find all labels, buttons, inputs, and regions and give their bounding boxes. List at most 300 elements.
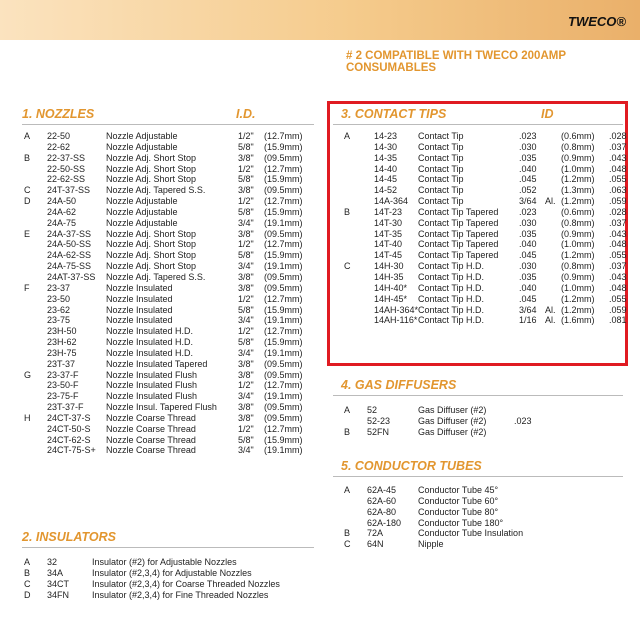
- size-mm: (19.1mm): [264, 347, 303, 358]
- size-inches: 3/4": [238, 445, 254, 456]
- size-inches: 3/8": [238, 358, 254, 369]
- part-description: Insulator (#2,3,4) for Adjustable Nozzles: [92, 567, 252, 578]
- part-description: Nozzle Insulated: [106, 315, 173, 326]
- size-inches: 1/2": [238, 326, 254, 337]
- wire-size: .030: [519, 141, 537, 152]
- material-note: Al.: [545, 315, 556, 326]
- part-description: Gas Diffuser (#2): [418, 426, 487, 437]
- part-number: 14H-30: [374, 261, 404, 272]
- table-row: [344, 496, 626, 507]
- part-description: Nozzle Insulated Flush: [106, 391, 198, 402]
- part-number: 23-75-F: [47, 391, 79, 402]
- inner-diameter: .055: [609, 293, 627, 304]
- table-row: [344, 185, 626, 196]
- part-number: 24A-37-SS: [47, 228, 92, 239]
- insulators-table: [24, 557, 324, 600]
- size-mm: (15.9mm): [264, 337, 303, 348]
- part-description: Nozzle Adj. Short Stop: [106, 261, 197, 272]
- table-row: [24, 283, 324, 294]
- part-number: 62A-80: [367, 506, 397, 517]
- size-mm: (09.5mm): [264, 228, 303, 239]
- part-number: 24A-50-SS: [47, 239, 92, 250]
- size-inches: 1/2": [238, 239, 254, 250]
- part-number: 14A-364: [374, 196, 409, 207]
- part-number: 22-50-SS: [47, 163, 86, 174]
- table-row: [24, 359, 324, 370]
- size-mm: (19.1mm): [264, 217, 303, 228]
- group-letter: A: [344, 131, 351, 141]
- table-row: [24, 261, 324, 272]
- table-row: [344, 261, 626, 272]
- group-letter: H: [24, 412, 31, 423]
- table-row: [24, 174, 324, 185]
- part-description: Conductor Tube 180°: [418, 517, 504, 528]
- size-inches: 5/8": [238, 141, 254, 152]
- part-number: 64N: [367, 539, 384, 550]
- table-row: [24, 142, 324, 153]
- group-letter: A: [344, 485, 351, 495]
- size-mm: (12.7mm): [264, 293, 303, 304]
- table-row: [24, 337, 324, 348]
- part-description: Nozzle Insulated Flush: [106, 369, 198, 380]
- size-mm: (09.5mm): [264, 412, 303, 423]
- size-inches: 3/4": [238, 261, 254, 272]
- conductor-tubes-divider: [333, 476, 623, 477]
- part-number: 14T-35: [374, 228, 403, 239]
- part-number: 14AH-116*: [374, 315, 418, 326]
- group-letter: B: [344, 528, 351, 539]
- group-letter: B: [24, 567, 31, 578]
- size-inches: 3/8": [238, 402, 254, 413]
- table-row: [344, 239, 626, 250]
- wire-size: .023: [519, 206, 537, 217]
- table-row: [24, 229, 324, 240]
- part-description: Nozzle Coarse Thread: [106, 445, 196, 456]
- size-mm: (12.7mm): [264, 163, 303, 174]
- group-letter: D: [24, 589, 31, 600]
- part-number: 14-40: [374, 163, 398, 174]
- table-row: [344, 131, 626, 142]
- size-inches: 1/2": [238, 163, 254, 174]
- wire-size: .030: [519, 261, 537, 272]
- size-mm: (09.5mm): [264, 152, 303, 163]
- size-inches: 3/4": [238, 217, 254, 228]
- size-mm: (09.5mm): [264, 402, 303, 413]
- size-inches: 5/8": [238, 304, 254, 315]
- table-row: [344, 174, 626, 185]
- part-description: Contact Tip H.D.: [418, 293, 485, 304]
- table-row: [24, 185, 324, 196]
- part-description: Nozzle Coarse Thread: [106, 412, 196, 423]
- part-description: Nozzle Adj. Short Stop: [106, 239, 197, 250]
- table-row: [344, 507, 626, 518]
- size-inches: 3/8": [238, 152, 254, 163]
- size-mm: (1.2mm): [561, 250, 595, 261]
- part-number: 34A: [47, 567, 64, 578]
- size-mm: (0.9mm): [561, 271, 595, 282]
- gas-diffusers-title: 4. GAS DIFFUSERS: [341, 378, 457, 392]
- part-number: 14H-35: [374, 271, 404, 282]
- table-row: [344, 416, 626, 427]
- size-inches: 1/2": [238, 196, 254, 207]
- table-row: [344, 207, 626, 218]
- part-description: Conductor Tube Insulation: [418, 528, 524, 539]
- part-number: 14T-40: [374, 239, 403, 250]
- table-row: [24, 294, 324, 305]
- part-number: 14-52: [374, 185, 398, 196]
- inner-diameter: .081: [609, 315, 627, 326]
- part-description: Contact Tip Tapered: [418, 228, 499, 239]
- part-description: Contact Tip: [418, 141, 464, 152]
- table-row: [24, 590, 324, 601]
- size-inches: 5/8": [238, 434, 254, 445]
- part-number: 24CT-62-S: [47, 434, 91, 445]
- part-description: Contact Tip: [418, 163, 464, 174]
- inner-diameter: .043: [609, 271, 627, 282]
- brand-logo: TWECO®: [568, 14, 626, 29]
- nozzles-id-header: I.D.: [236, 107, 256, 121]
- size-mm: (09.5mm): [264, 369, 303, 380]
- inner-diameter: .043: [609, 152, 627, 163]
- part-number: 23-50-F: [47, 380, 79, 391]
- part-description: Nipple: [418, 539, 444, 550]
- table-row: [344, 218, 626, 229]
- table-row: [344, 196, 626, 207]
- group-letter: A: [24, 557, 31, 567]
- part-number: 24CT-37-S: [47, 412, 91, 423]
- part-description: Contact Tip H.D.: [418, 315, 485, 326]
- size-mm: (09.5mm): [264, 271, 303, 282]
- part-number: 24T-37-SS: [47, 185, 91, 196]
- wire-size: .040: [519, 239, 537, 250]
- part-description: Nozzle Insul. Tapered Flush: [106, 402, 217, 413]
- contact-tips-id-header: ID: [541, 107, 554, 121]
- table-row: [344, 229, 626, 240]
- inner-diameter: .048: [609, 239, 627, 250]
- group-letter: D: [24, 196, 31, 207]
- table-row: [24, 153, 324, 164]
- part-description: Nozzle Adj. Short Stop: [106, 163, 197, 174]
- part-number: 23-75: [47, 315, 71, 326]
- wire-size: .040: [519, 282, 537, 293]
- part-number: 14-30: [374, 141, 398, 152]
- gas-diffusers-table: [344, 405, 626, 438]
- part-number: 14T-23: [374, 206, 403, 217]
- wire-size: .035: [519, 152, 537, 163]
- part-description: Nozzle Adjustable: [106, 131, 178, 141]
- size-mm: (1.0mm): [561, 239, 595, 250]
- size-inches: 1/2": [238, 380, 254, 391]
- table-row: [344, 283, 626, 294]
- part-description: Gas Diffuser (#2): [418, 415, 487, 426]
- part-description: Contact Tip Tapered: [418, 206, 499, 217]
- part-number: 23H-75: [47, 347, 77, 358]
- part-description: Contact Tip: [418, 196, 464, 207]
- group-letter: C: [344, 261, 351, 272]
- table-row: [344, 305, 626, 316]
- part-number: 22-50: [47, 131, 71, 141]
- gas-diffusers-divider: [333, 395, 623, 396]
- part-description: Nozzle Coarse Thread: [106, 434, 196, 445]
- size-inches: 3/8": [238, 228, 254, 239]
- part-number: 14T-45: [374, 250, 403, 261]
- size-inches: 1/2": [238, 293, 254, 304]
- table-row: [344, 250, 626, 261]
- part-description: Nozzle Adj. Short Stop: [106, 152, 197, 163]
- part-description: Contact Tip H.D.: [418, 304, 485, 315]
- wire-size: .023: [519, 131, 537, 141]
- part-number: 14-45: [374, 174, 398, 185]
- part-number: 52FN: [367, 426, 390, 437]
- part-description: Nozzle Insulated H.D.: [106, 347, 194, 358]
- part-description: Nozzle Coarse Thread: [106, 423, 196, 434]
- size-mm: (19.1mm): [264, 315, 303, 326]
- part-description: Nozzle Insulated Flush: [106, 380, 198, 391]
- part-number: 14-23: [374, 131, 398, 141]
- part-description: Conductor Tube 80°: [418, 506, 499, 517]
- table-row: [24, 370, 324, 381]
- inner-diameter: .037: [609, 217, 627, 228]
- size-mm: (1.2mm): [561, 304, 595, 315]
- part-description: Contact Tip Tapered: [418, 250, 499, 261]
- table-row: [344, 294, 626, 305]
- group-letter: C: [24, 185, 31, 196]
- table-row: [344, 315, 626, 326]
- part-number: 22-37-SS: [47, 152, 86, 163]
- table-row: [24, 131, 324, 142]
- size-mm: (09.5mm): [264, 358, 303, 369]
- wire-size: .045: [519, 250, 537, 261]
- table-row: [24, 413, 324, 424]
- part-description: Insulator (#2,3,4) for Fine Threaded Nozzles: [92, 589, 269, 600]
- size-mm: (09.5mm): [264, 282, 303, 293]
- insulators-divider: [22, 547, 314, 548]
- table-row: [344, 518, 626, 529]
- size-inches: 3/4": [238, 391, 254, 402]
- size-mm: (15.9mm): [264, 250, 303, 261]
- inner-diameter: .037: [609, 141, 627, 152]
- group-letter: E: [24, 228, 31, 239]
- nozzles-divider: [22, 124, 314, 125]
- table-row: [24, 579, 324, 590]
- part-number: 24AT-37-SS: [47, 271, 96, 282]
- wire-size: .035: [519, 271, 537, 282]
- table-row: [24, 424, 324, 435]
- wire-size: 3/64: [519, 196, 537, 207]
- part-number: 24CT-50-S: [47, 423, 91, 434]
- size-mm: (12.7mm): [264, 239, 303, 250]
- part-number: 24A-75: [47, 217, 77, 228]
- part-description: Nozzle Adj. Short Stop: [106, 250, 197, 261]
- part-number: 52-23: [367, 415, 391, 426]
- wire-size: .045: [519, 293, 537, 304]
- part-number: 52: [367, 405, 378, 415]
- part-description: Contact Tip H.D.: [418, 282, 485, 293]
- insulators-title: 2. INSULATORS: [22, 530, 116, 544]
- size-mm: (1.3mm): [561, 185, 595, 196]
- size-mm: (19.1mm): [264, 391, 303, 402]
- part-description: Nozzle Adj. Short Stop: [106, 228, 197, 239]
- group-letter: B: [344, 206, 351, 217]
- size-inches: 1/2": [238, 131, 254, 141]
- part-number: 22-62: [47, 141, 71, 152]
- part-number: 14-35: [374, 152, 398, 163]
- table-row: [24, 315, 324, 326]
- conductor-tubes-title: 5. CONDUCTOR TUBES: [341, 459, 482, 473]
- size-mm: (1.2mm): [561, 196, 595, 207]
- size-mm: (1.6mm): [561, 315, 595, 326]
- size-inches: 5/8": [238, 206, 254, 217]
- size-inches: 3/8": [238, 271, 254, 282]
- size-mm: (0.6mm): [561, 206, 595, 217]
- part-number: 62A-180: [367, 517, 402, 528]
- part-number: 14H-45*: [374, 293, 408, 304]
- table-row: [24, 348, 324, 359]
- size-mm: (15.9mm): [264, 434, 303, 445]
- table-row: [24, 326, 324, 337]
- inner-diameter: .028: [609, 206, 627, 217]
- size-mm: (09.5mm): [264, 185, 303, 196]
- wire-size: .040: [519, 163, 537, 174]
- table-row: [344, 164, 626, 175]
- table-row: [24, 196, 324, 207]
- table-row: [24, 557, 324, 568]
- size-mm: (1.0mm): [561, 282, 595, 293]
- nozzles-table: [24, 131, 324, 456]
- size-mm: (12.7mm): [264, 131, 303, 141]
- size-inches: 5/8": [238, 174, 254, 185]
- part-number: 23T-37: [47, 358, 76, 369]
- table-row: [344, 427, 626, 438]
- table-row: [24, 218, 324, 229]
- table-row: [344, 142, 626, 153]
- size-mm: (15.9mm): [264, 304, 303, 315]
- part-description: Nozzle Insulated H.D.: [106, 326, 194, 337]
- wire-size: .030: [519, 217, 537, 228]
- part-number: 14T-30: [374, 217, 403, 228]
- table-row: [344, 272, 626, 283]
- contact-tips-table: [344, 131, 626, 326]
- contact-tips-divider: [333, 124, 623, 125]
- size-inches: 1/2": [238, 423, 254, 434]
- part-number: 23H-62: [47, 337, 77, 348]
- part-description: Contact Tip Tapered: [418, 217, 499, 228]
- part-description: Nozzle Insulated Tapered: [106, 358, 208, 369]
- table-row: [344, 528, 626, 539]
- nozzles-title: 1. NOZZLES: [22, 107, 95, 121]
- size-mm: (0.9mm): [561, 228, 595, 239]
- group-letter: C: [24, 578, 31, 589]
- inner-diameter: .059: [609, 196, 627, 207]
- inner-diameter: .063: [609, 185, 627, 196]
- part-number: 23-37: [47, 282, 71, 293]
- size-mm: (19.1mm): [264, 261, 303, 272]
- part-number: 23H-50: [47, 326, 77, 337]
- part-number: 23-37-F: [47, 369, 79, 380]
- part-number: 23-50: [47, 293, 71, 304]
- part-description: Nozzle Insulated: [106, 304, 173, 315]
- group-letter: A: [24, 131, 31, 141]
- size-inches: 3/8": [238, 185, 254, 196]
- table-row: [344, 539, 626, 550]
- size-mm: (0.8mm): [561, 261, 595, 272]
- part-number: 72A: [367, 528, 384, 539]
- inner-diameter: .043: [609, 228, 627, 239]
- size-mm: (0.8mm): [561, 217, 595, 228]
- table-row: [344, 485, 626, 496]
- inner-diameter: .059: [609, 304, 627, 315]
- part-number: 24A-75-SS: [47, 261, 92, 272]
- part-description: Contact Tip H.D.: [418, 261, 485, 272]
- part-number: 34CT: [47, 578, 70, 589]
- part-description: Contact Tip Tapered: [418, 239, 499, 250]
- size-mm: (1.0mm): [561, 163, 595, 174]
- part-number: 24CT-75-S+: [47, 445, 96, 456]
- inner-diameter: .048: [609, 282, 627, 293]
- wire-size: .045: [519, 174, 537, 185]
- group-letter: A: [344, 405, 351, 415]
- size-mm: (12.7mm): [264, 423, 303, 434]
- table-row: [344, 153, 626, 164]
- group-letter: C: [344, 539, 351, 550]
- inner-diameter: .055: [609, 174, 627, 185]
- part-number: 14AH-364*: [374, 304, 419, 315]
- wire-size: .035: [519, 228, 537, 239]
- inner-diameter: .048: [609, 163, 627, 174]
- table-row: [24, 391, 324, 402]
- group-letter: F: [24, 282, 30, 293]
- part-number: 24A-62-SS: [47, 250, 92, 261]
- part-description: Nozzle Insulated: [106, 293, 173, 304]
- part-number: 24A-50: [47, 196, 77, 207]
- table-row: [24, 305, 324, 316]
- table-row: [24, 435, 324, 446]
- material-note: Al.: [545, 304, 556, 315]
- conductor-tubes-table: [344, 485, 626, 550]
- group-letter: B: [24, 152, 31, 163]
- table-row: [344, 405, 626, 416]
- table-row: [24, 207, 324, 218]
- part-description: Contact Tip: [418, 131, 464, 141]
- part-description: Nozzle Insulated: [106, 282, 173, 293]
- inner-diameter: .037: [609, 261, 627, 272]
- contact-tips-title: 3. CONTACT TIPS: [341, 107, 447, 121]
- page-subtitle: # 2 COMPATIBLE WITH TWECO 200AMP CONSUMABLES: [346, 50, 566, 74]
- part-number: 62A-45: [367, 485, 397, 495]
- table-row: [24, 380, 324, 391]
- size-mm: (0.6mm): [561, 131, 595, 141]
- size-inches: 3/8": [238, 412, 254, 423]
- part-description: Nozzle Adj. Short Stop: [106, 174, 197, 185]
- part-description: Nozzle Adjustable: [106, 206, 178, 217]
- table-row: [24, 272, 324, 283]
- group-letter: G: [24, 369, 32, 380]
- size-mm: (19.1mm): [264, 445, 303, 456]
- header-banner: [0, 0, 640, 40]
- part-number: 32: [47, 557, 58, 567]
- size-inches: 3/4": [238, 347, 254, 358]
- size-mm: (0.9mm): [561, 152, 595, 163]
- size-mm: (1.2mm): [561, 174, 595, 185]
- part-description: Contact Tip H.D.: [418, 271, 485, 282]
- group-letter: B: [344, 426, 351, 437]
- size-inches: 3/4": [238, 315, 254, 326]
- inner-diameter: .055: [609, 250, 627, 261]
- part-number: 14H-40*: [374, 282, 408, 293]
- size-mm: (1.2mm): [561, 293, 595, 304]
- size-inches: 5/8": [238, 337, 254, 348]
- part-description: Nozzle Adjustable: [106, 196, 178, 207]
